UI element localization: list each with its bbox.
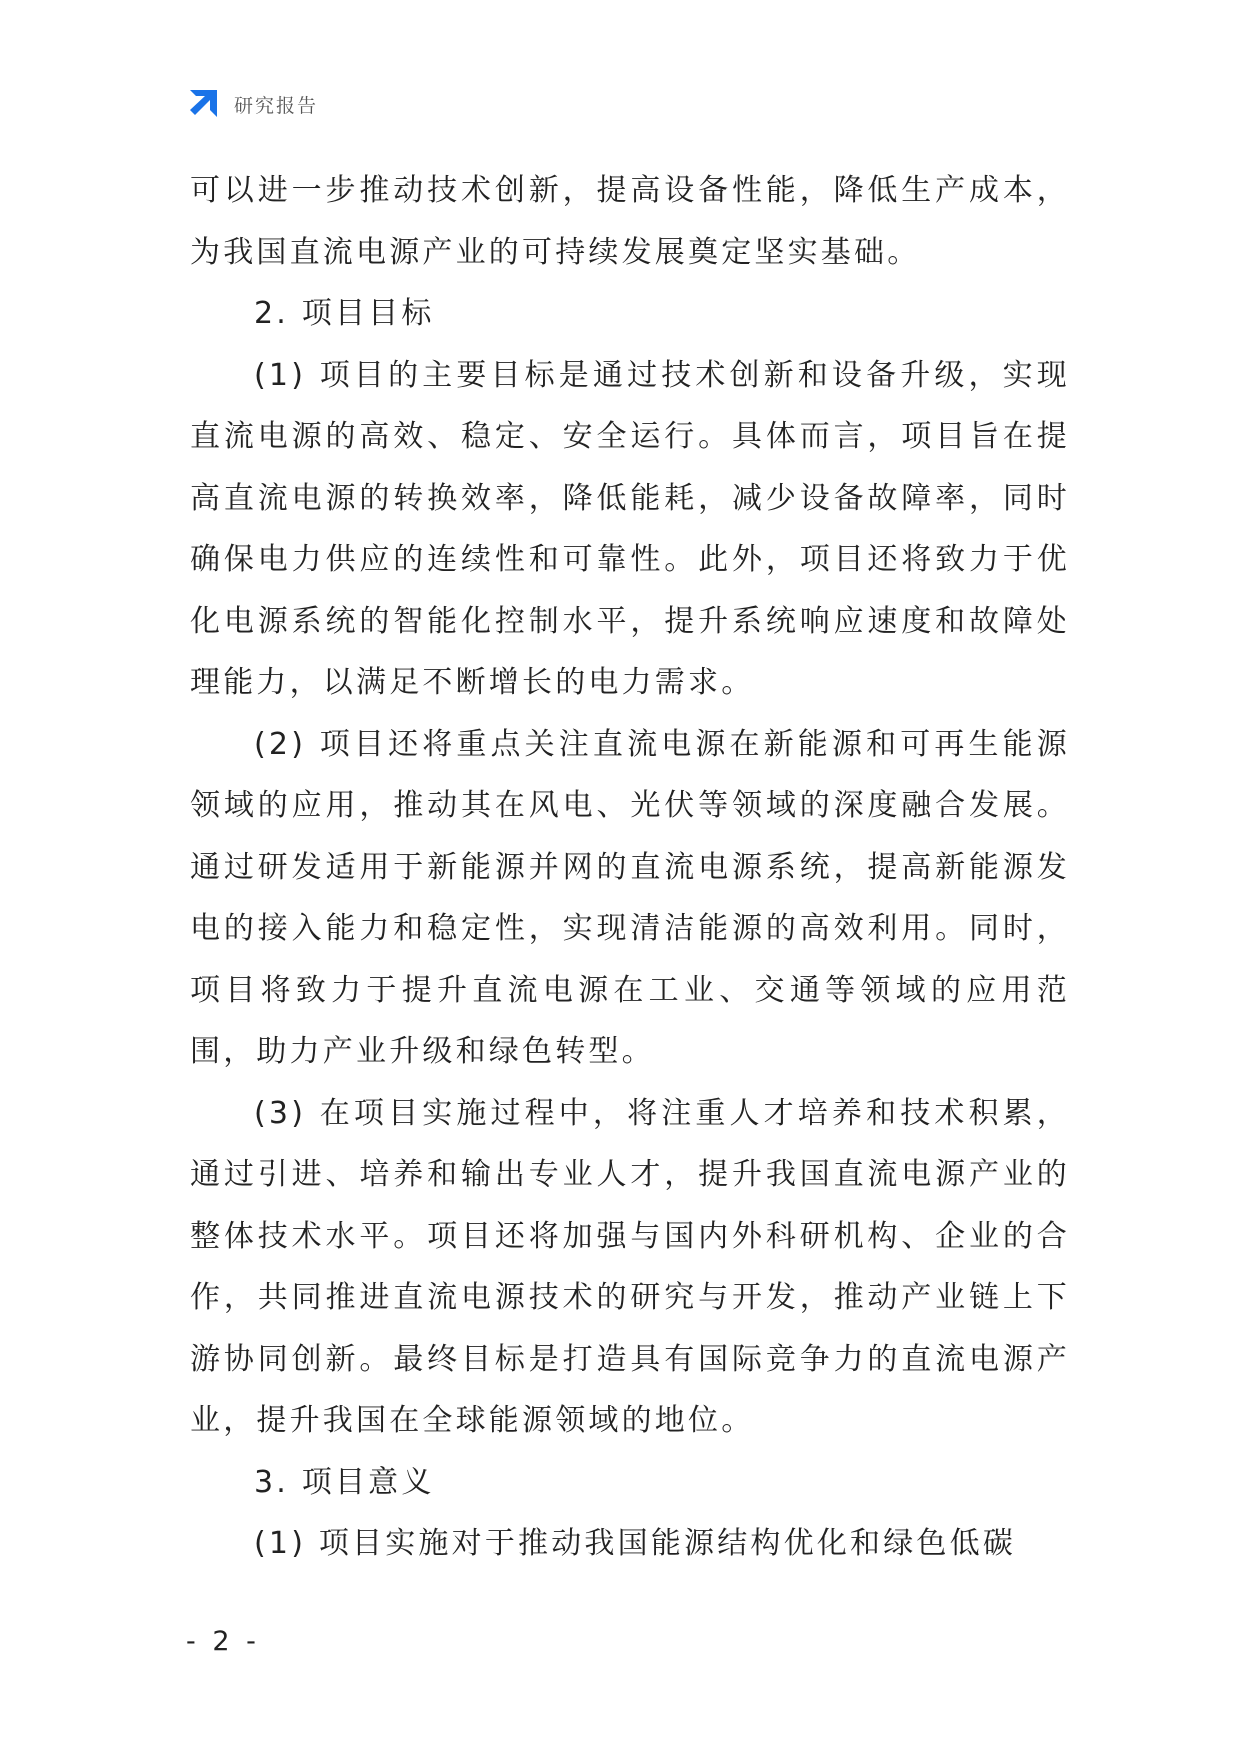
header-title: 研究报告 <box>234 94 319 117</box>
section-heading-project-goals: 2. 项目目标 <box>254 296 435 331</box>
arrow-up-right-logo-icon <box>186 87 220 121</box>
section-heading-project-significance: 3. 项目意义 <box>254 1464 435 1500</box>
paragraph-goal-1: (1) 项目的主要目标是通过技术创新和设备升级，实现直流电源的高效、稳定、安全运行。具体而言，项目旨在提高直流电源的转换效率，降低能耗，减少设备故障率，同时确保电力供应的连续性和可靠性。此外，项目还将致力于优化电源系统的智能化控制水平，提升系统响应速度和故障处理能力，以满足不断增长的电力需求。 <box>190 357 1070 700</box>
paragraph-goal-2: (2) 项目还将重点关注直流电源在新能源和可再生能源领域的应用，推动其在风电、光伏等领域的深度融合发展。通过研发适用于新能源并网的直流电源系统，提高新能源发电的接入能力和稳定性，实现清洁能源的高效利用。同时，项目将致力于提升直流电源在工业、交通等领域的应用范围，助力产业升级和绿色转型。 <box>190 726 1070 1069</box>
page-number: - 2 - <box>186 1626 260 1657</box>
paragraph-significance-1: (1) 项目实施对于推动我国能源结构优化和绿色低碳 <box>254 1526 1017 1561</box>
paragraph-continuation: 可以进一步推动技术创新，提高设备性能，降低生产成本，为我国直流电源产业的可持续发展奠定坚实基础。 <box>190 173 1070 270</box>
paragraph-goal-3: (3) 在项目实施过程中，将注重人才培养和技术积累，通过引进、培养和输出专业人才，提升我国直流电源产业的整体技术水平。项目还将加强与国内外科研机构、企业的合作，共同推进直流电源技术的研究与开发，推动产业链上下游协同创新。最终目标是打造具有国际竞争力的直流电源产业，提升我国在全球能源领域的地位。 <box>190 1095 1070 1438</box>
document-body <box>190 160 1070 1575</box>
page-header <box>186 86 318 122</box>
